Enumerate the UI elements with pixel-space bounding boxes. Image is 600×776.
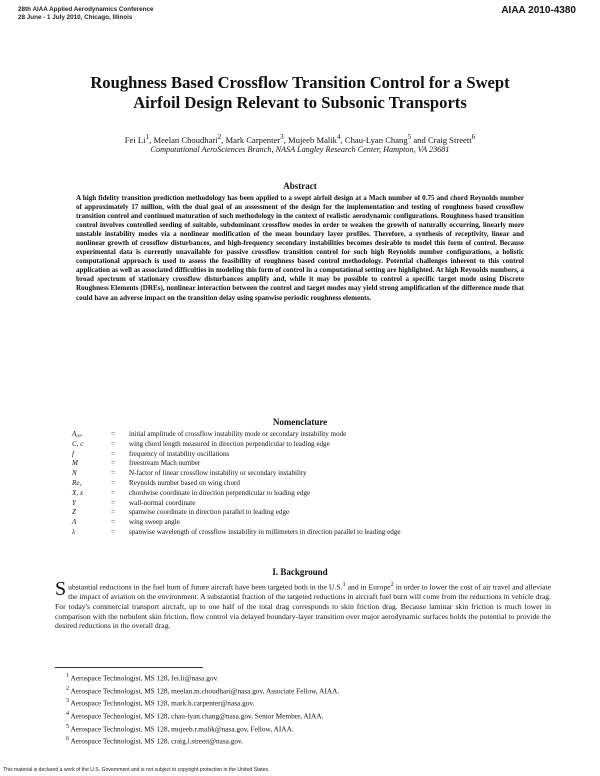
- nomenclature-definition: frequency of instability oscillations: [129, 449, 230, 458]
- nomenclature-symbol: Z: [72, 508, 76, 517]
- background-text-c: in order to lower the cost of air travel and alleviate the impact of aviation on the environment. A substantial fraction of the targeted reductions in aircraft fuel burn will come from the reductions in vehicle drag. For today's commercial transport aircraft, up to one half of the total drag corresponds to skin friction drag. Because laminar skin friction is much lower in comparison with the turbulent skin friction, flow control via delayed boundary-layer transition over major aerodynamic surfaces holds the potential to provide the desired reductions in the overall drag.: [55, 582, 551, 631]
- nomenclature-symbol: λ: [72, 527, 76, 536]
- footnote: [55, 696, 535, 709]
- affiliation: Computational AeroSciences Branch, NASA Langley Research Center, Hampton, VA 23681: [150, 145, 450, 154]
- author-footnote-ref: 5: [407, 133, 412, 141]
- author-name: Meelan Choudhari: [153, 134, 218, 145]
- background-heading: I. Background: [272, 567, 328, 577]
- nomenclature-definition: spanwise wavelength of crossflow instability in millimeters in direction parallel to leading edge: [129, 527, 401, 536]
- nomenclature-row: [72, 430, 542, 440]
- nomenclature-row: [72, 528, 542, 538]
- nomenclature-row: [72, 489, 542, 499]
- title-line-2: Airfoil Design Relevant to Subsonic Transports: [133, 92, 467, 112]
- equals-sign: =: [111, 439, 116, 448]
- nomenclature-row: [72, 459, 542, 469]
- nomenclature-symbol: Y: [72, 498, 76, 507]
- footnote-text: Aerospace Technologist, MS 128, fei.li@nasa.gov.: [69, 673, 219, 683]
- nomenclature-row: [72, 469, 542, 479]
- author-name: Chau-Lyan Chang: [344, 134, 408, 145]
- nomenclature-definition: freestream Mach number: [129, 459, 201, 468]
- reference-marker: 2: [390, 581, 394, 588]
- footnote-text: Aerospace Technologist, MS 128, mark.h.carpenter@nasa.gov.: [69, 698, 255, 708]
- author-footnote-ref: 3: [280, 133, 284, 141]
- equals-sign: =: [111, 488, 116, 497]
- nomenclature-row: [72, 499, 542, 509]
- footnote-text: Aerospace Technologist, MS 128, chau-lyan.chang@nasa.gov, Senior Member, AIAA.: [69, 711, 324, 721]
- footnote-text: Aerospace Technologist, MS 128, meelan.m.choudhari@nasa.gov, Associate Fellow, AIAA.: [69, 686, 340, 696]
- nomenclature-row: [72, 440, 542, 450]
- author-name: Mujeeb Malik: [288, 134, 337, 145]
- footnote-text: Aerospace Technologist, MS 128, mujeeb.r.malik@nasa.gov, Fellow, AIAA.: [69, 724, 294, 734]
- paper-title: [40, 73, 560, 112]
- footnote: [55, 671, 535, 684]
- nomenclature-definition: chordwise coordinate in direction perpendicular to leading edge: [129, 488, 311, 497]
- author-footnote-ref: 6: [471, 133, 476, 141]
- author-footnote-ref: 2: [217, 133, 222, 141]
- equals-sign: =: [111, 498, 116, 507]
- equals-sign: =: [111, 459, 116, 468]
- drop-cap: S: [55, 578, 67, 600]
- footnotes: [55, 671, 535, 747]
- nomenclature-heading: Nomenclature: [272, 417, 328, 427]
- nomenclature-symbol: A₀ᵤᵣ: [72, 430, 83, 438]
- nomenclature-symbol: N: [72, 469, 77, 478]
- nomenclature-definition: spanwise coordinate in direction parallel to leading edge: [129, 508, 290, 517]
- nomenclature-symbol: f: [72, 449, 74, 458]
- author-separator: ,: [340, 134, 345, 145]
- nomenclature-row: [72, 508, 542, 518]
- author-separator: ,: [221, 134, 226, 145]
- author-list: [40, 132, 560, 146]
- equals-sign: =: [111, 449, 116, 458]
- author-name: Craig Streett: [427, 134, 472, 145]
- author-name: Fei Li: [124, 134, 146, 145]
- nomenclature-definition: initial amplitude of crossflow instability mode or secondary instability mode: [129, 430, 347, 438]
- equals-sign: =: [111, 469, 116, 478]
- equals-sign: =: [111, 478, 116, 487]
- author-separator: ,: [149, 134, 154, 145]
- equals-sign: =: [111, 518, 116, 527]
- footnote: [55, 722, 535, 735]
- footnote-text: Aerospace Technologist, MS 128, craig.l.streett@nasa.gov.: [69, 736, 244, 746]
- nomenclature-definition: N-factor of linear crossflow instability or secondary instability: [129, 469, 307, 478]
- nomenclature-definition: wing sweep angle: [129, 518, 180, 527]
- nomenclature-row: [72, 518, 542, 528]
- nomenclature-definition: wall-normal coordinate: [129, 498, 196, 507]
- background-text-a: ubstantial reductions in the fuel burn of future aircraft have been targeted both in the U.S.: [68, 582, 343, 592]
- nomenclature-symbol: Λ: [72, 518, 77, 527]
- footnote: [55, 734, 535, 747]
- nomenclature-symbol: Re꜀: [72, 478, 82, 487]
- footnote-number: 1: [66, 673, 70, 679]
- background-paragraph: [55, 580, 551, 631]
- equals-sign: =: [111, 430, 116, 438]
- conference-header: [18, 6, 154, 21]
- footnote: [55, 684, 535, 697]
- footnote-number: 4: [66, 711, 70, 718]
- abstract-text: A high fidelity transition prediction methodology has been applied to a swept airfoil design at a Mach number of 0.75 and chord Reynolds number of approximately 17 million, with the dual goal of an assessment of the design for the implementation and testing of roughness based crossflow transition control and continued maturation of such methodology in the context of realistic aerodynamic configurations. Roughness based transition control involves controlled seeding of suitable, subdominant crossflow modes in order to weaken the growth of naturally occurring, linearly more unstable instability modes via a nonlinear modification of the mean boundary layer profiles. Therefore, a synthesis of receptivity, linear and nonlinear growth of crossflow disturbances, and high-frequency secondary instabilities becomes desirable to model this form of control. Because experimental data is currently unavailable for passive crossflow transition control for such high Reynolds number configurations, a holistic computational approach is used to assess the feasibility of roughness based control methodology. Potential challenges inherent to this control application as well as associated difficulties in modeling this form of control in a computational setting are highlighted. At high Reynolds numbers, a broad spectrum of stationary crossflow disturbances amplify and, while it may be possible to control a specific target mode using Discrete Roughness Elements (DREs), nonlinear interaction between the control and target modes may yield strong amplification of the difference mode that could have an adverse impact on the transition delay using spanwise periodic roughness elements.: [76, 194, 524, 302]
- author-footnote-ref: 1: [145, 133, 150, 141]
- copyright-notice: This material is declared a work of the U.S. Government and is not subject to copyright protection in the United States.: [3, 767, 270, 773]
- conference-name: 28th AIAA Applied Aerodynamics Conference: [18, 6, 154, 13]
- nomenclature-definition: wing chord length measured in direction perpendicular to leading edge: [129, 439, 330, 448]
- footnote-number: 3: [66, 698, 70, 705]
- footnote-number: 6: [66, 736, 70, 743]
- footnote: [55, 709, 535, 722]
- reference-marker: 1: [342, 581, 346, 588]
- nomenclature-symbol: M: [72, 459, 78, 468]
- nomenclature-symbol: C, c: [72, 439, 84, 448]
- conference-dates: 28 June - 1 July 2010, Chicago, Illinois: [18, 13, 133, 21]
- paper-number: AIAA 2010-4380: [501, 5, 576, 16]
- equals-sign: =: [111, 508, 116, 517]
- equals-sign: =: [111, 527, 116, 536]
- title-line-1: Roughness Based Crossflow Transition Control for a Swept: [90, 73, 510, 92]
- author-conjunction: and: [411, 134, 428, 145]
- footnote-number: 5: [66, 723, 70, 730]
- author-name: Mark Carpenter: [225, 134, 281, 145]
- nomenclature-table: [72, 430, 542, 538]
- footnote-number: 2: [66, 685, 70, 692]
- abstract-heading: Abstract: [283, 181, 317, 191]
- nomenclature-row: [72, 450, 542, 460]
- nomenclature-definition: Reynolds number based on wing chord: [129, 478, 240, 487]
- nomenclature-symbol: X, x: [72, 488, 84, 497]
- author-footnote-ref: 4: [336, 133, 341, 141]
- author-separator: ,: [283, 134, 289, 145]
- nomenclature-row: [72, 479, 542, 489]
- footnote-divider: [55, 667, 203, 668]
- background-text-b: and in Europe: [345, 582, 391, 592]
